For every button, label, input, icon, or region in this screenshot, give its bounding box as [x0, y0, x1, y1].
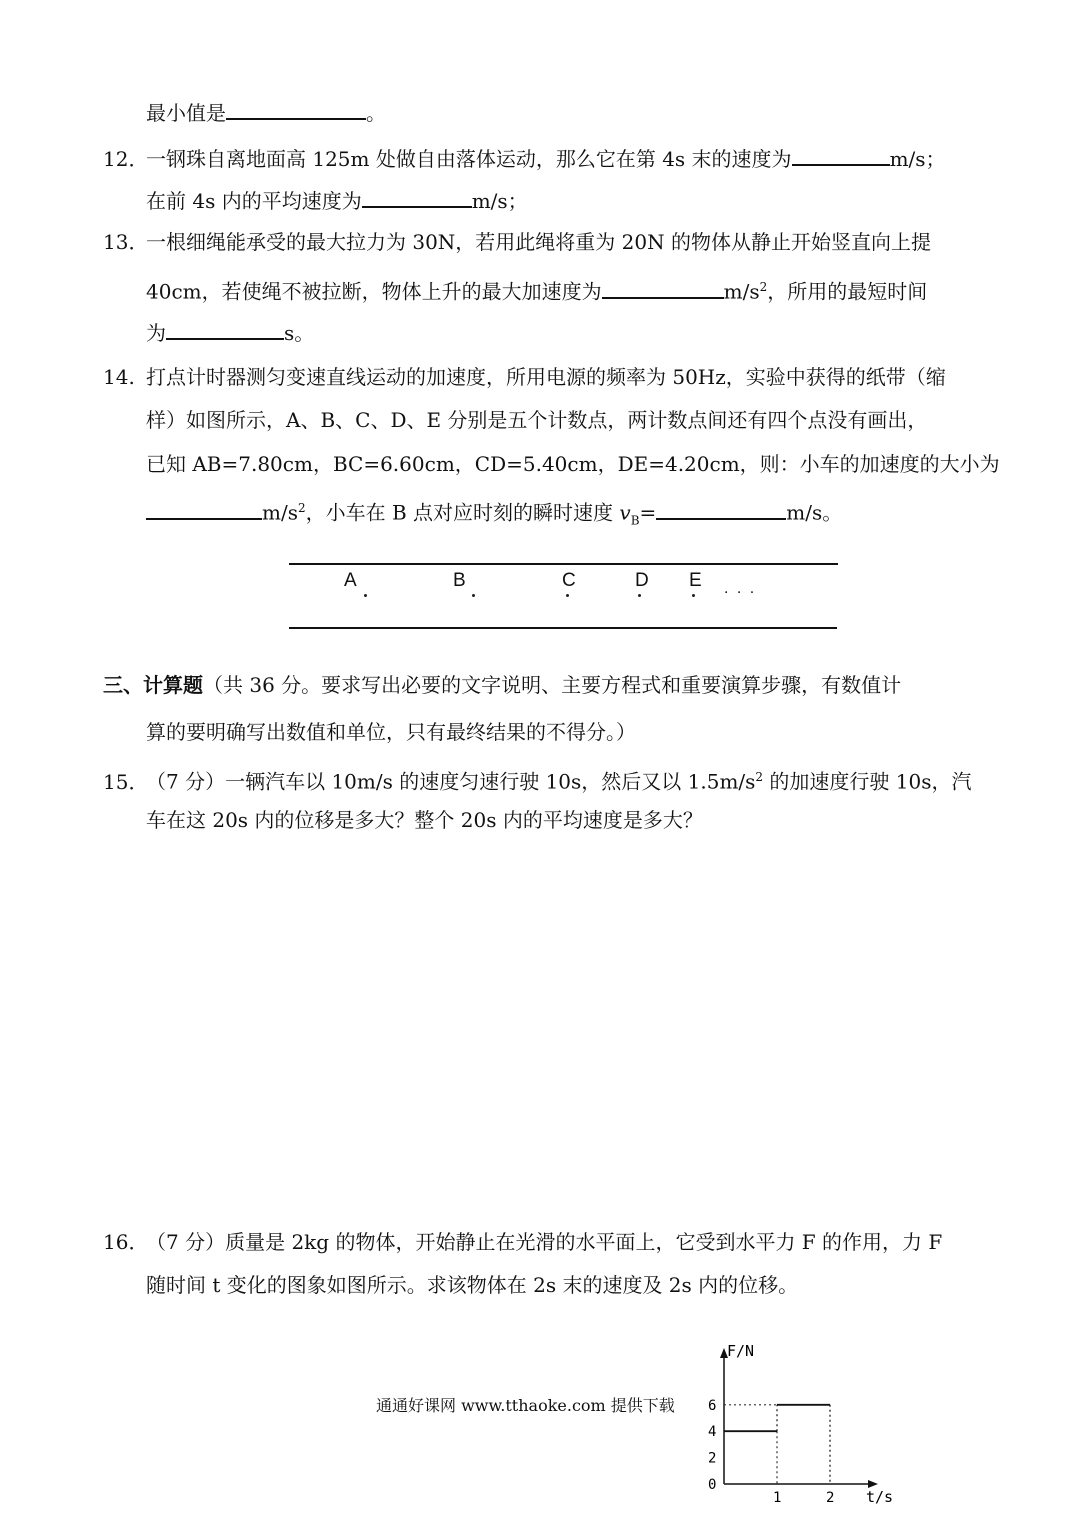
q16-line1	[103, 1230, 942, 1254]
q11-answer-blank[interactable]	[226, 100, 366, 120]
q14-unit1-sup: 2	[297, 501, 306, 515]
section3-line2	[146, 720, 636, 744]
q13-line1	[103, 230, 931, 254]
q14-line4	[146, 496, 842, 533]
q13-text3: 为	[146, 321, 166, 345]
tape-dot-c	[566, 594, 569, 597]
q14-unit2: m/s。	[786, 500, 843, 525]
q13-line2	[146, 275, 927, 304]
q14-line1	[103, 365, 946, 389]
q12-number: 12．	[103, 147, 149, 171]
q14-number: 14.	[103, 365, 135, 389]
q13-time-blank[interactable]	[166, 320, 284, 340]
q14-accel-blank[interactable]	[146, 500, 262, 520]
q15-sup: 2	[755, 770, 764, 784]
y-tick-label-4: 4	[708, 1424, 717, 1441]
x-tick-label-2: 2	[826, 1490, 835, 1505]
q16-line2	[146, 1273, 798, 1297]
q15-number: 15．	[103, 769, 149, 794]
tape-label-c: C	[562, 570, 576, 591]
tape-dot-a	[364, 594, 367, 597]
q14-vb-blank[interactable]	[656, 500, 786, 520]
q15-line2	[146, 808, 703, 832]
q14-eq: =	[639, 500, 657, 525]
x-axis-label: t/s	[866, 1488, 894, 1505]
tape-dot-b	[472, 594, 475, 597]
section3-text2: 算的要明确写出数值和单位，只有最终结果的不得分。）	[146, 720, 636, 744]
tape-top-edge	[289, 563, 838, 565]
q13-text2-suffix: ，所用的最短时间	[767, 279, 928, 304]
tape-bottom-edge	[289, 627, 837, 629]
q15-line1	[103, 765, 972, 794]
q14-text1: 打点计时器测匀变速直线运动的加速度，所用电源的频率为 50Hz，实验中获得的纸带（缩	[146, 365, 946, 389]
q13-unit: m/s	[723, 279, 760, 304]
tape-label-e: E	[689, 570, 702, 591]
y-tick-label-6: 6	[708, 1397, 717, 1414]
x-tick-label-1: 1	[773, 1490, 782, 1505]
q13-text3-suffix: s。	[284, 321, 315, 345]
q13-text1: 一根细绳能承受的最大拉力为 30N，若用此绳将重为 20N 的物体从静止开始竖直向上提	[146, 230, 931, 254]
tape-label-b: B	[453, 570, 466, 591]
tape-dot-e	[692, 594, 695, 597]
q11-prefix: 最小值是	[146, 101, 226, 125]
q16-text2: 随时间 t 变化的图象如图所示。求该物体在 2s 末的速度及 2s 内的位移。	[146, 1273, 799, 1297]
q13-accel-blank[interactable]	[602, 279, 724, 299]
q14-text2: 样）如图所示，A、B、C、D、E 分别是五个计数点，两计数点间还有四个点没有画出，	[146, 408, 928, 432]
q12-unit2: m/s；	[471, 189, 528, 213]
q11-suffix: 。	[366, 101, 386, 125]
q13-number: 13．	[103, 230, 149, 254]
q12-avg-speed-blank[interactable]	[362, 188, 472, 208]
tape-ellipsis: . . .	[724, 580, 757, 597]
q12-speed-blank[interactable]	[792, 146, 890, 166]
q14-text4: ，小车在 B 点对应时刻的瞬时速度	[305, 500, 620, 525]
q15-text1a: （7 分）一辆汽车以 10m/s 的速度匀速行驶 10s，然后又以 1.5m/s	[146, 769, 756, 794]
tape-label-d: D	[635, 570, 649, 591]
q14-v-sub: B	[630, 513, 640, 528]
force-time-chart	[700, 1340, 910, 1505]
q14-line2	[146, 408, 927, 432]
y-tick-label-2: 2	[708, 1450, 717, 1467]
q15-text1b: 的加速度行驶 10s，汽	[763, 769, 972, 794]
section3-line1	[103, 673, 901, 697]
q14-v-symbol: v	[619, 500, 631, 525]
q12-line2	[146, 188, 528, 213]
y-axis-label: F/N	[727, 1342, 755, 1360]
q14-line3	[146, 452, 1000, 476]
q14-unit1: m/s	[262, 500, 298, 525]
footer-source: 通通好课网 www.tthaoke.com 提供下载	[376, 1396, 675, 1415]
q12-text2: 在前 4s 内的平均速度为	[146, 189, 362, 213]
x-axis-arrow	[868, 1480, 878, 1488]
q12-text1: 一钢珠自离地面高 125m 处做自由落体运动，那么它在第 4s 末的速度为	[146, 147, 792, 171]
y-tick-label-0: 0	[708, 1477, 717, 1493]
q12-unit1: m/s；	[889, 147, 946, 171]
section3-text1: （共 36 分。要求写出必要的文字说明、主要方程式和重要演算步骤，有数值计	[203, 673, 902, 697]
q13-line3	[146, 320, 314, 345]
q14-text3: 已知 AB=7.80cm，BC=6.60cm，CD=5.40cm，DE=4.20cm，则：小车的加速度的大小为	[146, 452, 1000, 476]
q13-text2: 40cm，若使绳不被拉断，物体上升的最大加速度为	[146, 279, 602, 304]
q15-text2: 车在这 20s 内的位移是多大？整个 20s 内的平均速度是多大？	[146, 808, 703, 832]
q16-text1: （7 分）质量是 2kg 的物体，开始静止在光滑的水平面上，它受到水平力 F 的作用，力 F	[146, 1230, 943, 1254]
q16-number: 16．	[103, 1230, 149, 1254]
q13-unit-sup: 2	[759, 280, 768, 294]
tape-dot-d	[638, 594, 641, 597]
q11-line	[146, 100, 386, 125]
tape-label-a: A	[344, 570, 357, 591]
section3-heading: 三、计算题	[103, 673, 203, 697]
q12-line1	[103, 146, 946, 171]
